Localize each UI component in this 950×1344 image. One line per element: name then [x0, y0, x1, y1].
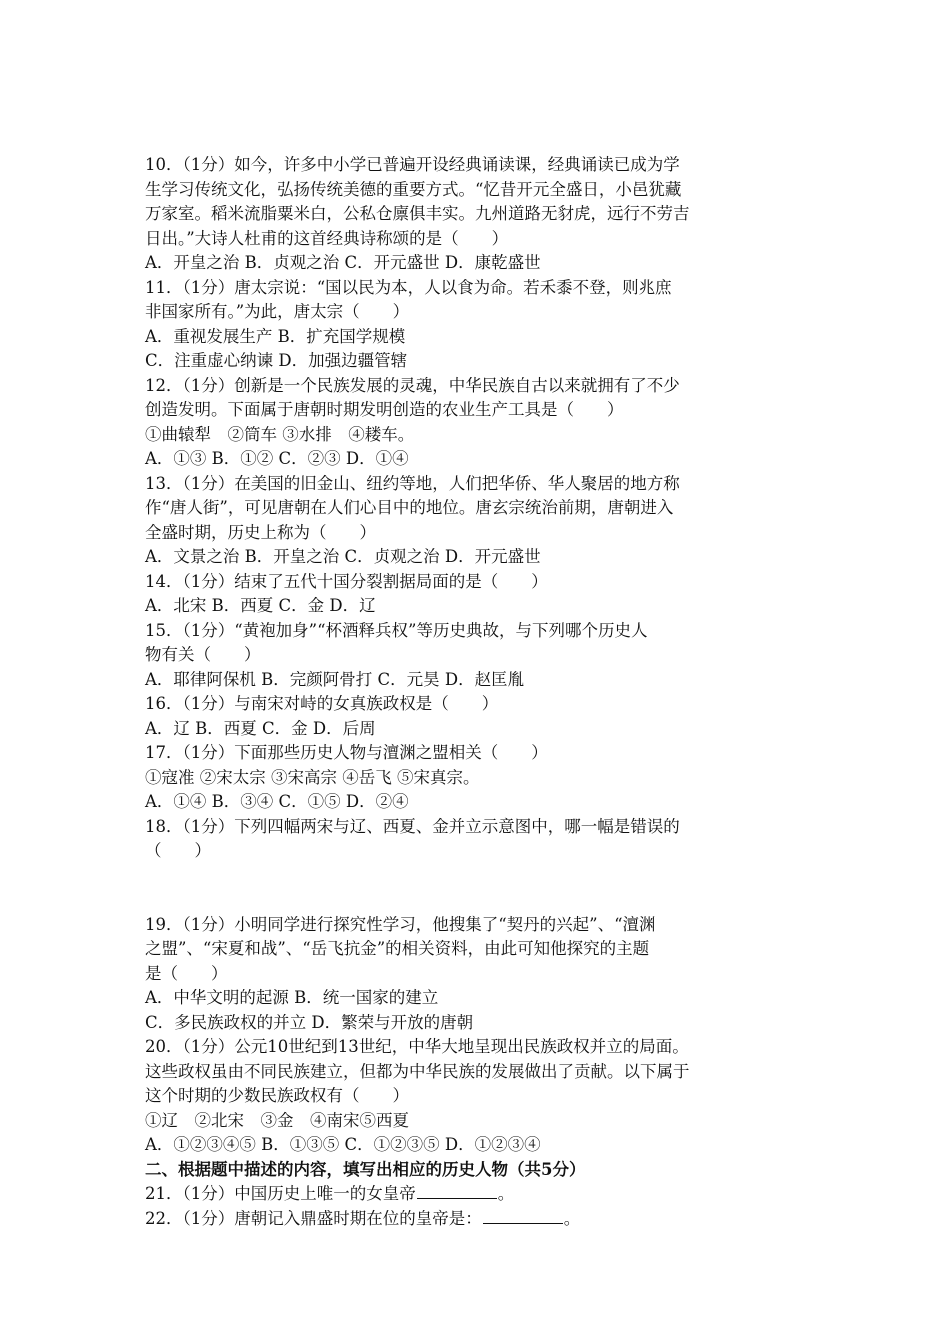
question-18 [145, 815, 820, 913]
question-16-options: A．辽 B．西夏 C．金 D．后周 [145, 718, 376, 738]
question-21-text: 21．（1分）中国历史上唯一的女皇帝 [145, 1184, 416, 1203]
question-17-items: ①寇准 ②宋太宗 ③宋高宗 ④岳飞 ⑤宋真宗。 [145, 767, 480, 787]
question-11-options-2: C．注重虚心纳谏 D．加强边疆管辖 [145, 351, 408, 370]
question-11-line-2: 非国家所有。”为此，唐太宗（ ） [145, 302, 410, 321]
question-14-line-1: 14．（1分）结束了五代十国分裂割据局面的是（ ） [145, 571, 548, 591]
question-22-answer-blank[interactable] [483, 1207, 563, 1224]
question-13-line-2: 作“唐人街”，可见唐朝在人们心目中的地位。唐玄宗统治前期，唐朝进入 [145, 498, 674, 517]
question-15-options: A．耶律阿保机 B．完颜阿骨打 C．元昊 D．赵匡胤 [145, 669, 525, 689]
question-18-line-2: （ ） [145, 841, 211, 860]
question-15-line-1: 15．（1分）“黄袍加身”“杯酒释兵权”等历史典故，与下列哪个历史人 [145, 620, 648, 640]
question-22-end: 。 [563, 1208, 581, 1228]
question-17-line-1: 17．（1分）下面那些历史人物与澶渊之盟相关（ ） [145, 743, 548, 762]
question-20-line-1: 20．（1分）公元10世纪到13世纪，中华大地呈现出民族政权并立的局面。 [145, 1037, 689, 1056]
question-18-figure-space [145, 864, 820, 913]
question-17-options: A．①④ B．③④ C．①⑤ D．②④ [145, 792, 409, 811]
question-10-line-4: 日出。”大诗人杜甫的这首经典诗称颂的是（ ） [145, 228, 509, 248]
question-16 [145, 692, 820, 741]
question-20 [145, 1035, 820, 1158]
question-19-line-1: 19．（1分）小明同学进行探究性学习，他搜集了“契丹的兴起”、“澶渊 [145, 914, 656, 934]
question-13 [145, 472, 820, 570]
question-15-line-2: 物有关（ ） [145, 645, 261, 664]
question-20-line-3: 这个时期的少数民族政权有（ ） [145, 1086, 409, 1105]
question-20-line-2: 这些政权虽由不同民族建立，但都为中华民族的发展做出了贡献。以下属于 [145, 1061, 690, 1081]
question-10-line-3: 万家室。稻米流脂粟米白，公私仓廪俱丰实。九州道路无豺虎，远行不劳吉 [145, 204, 690, 223]
question-20-items: ①辽 ②北宋 ③金 ④南宋⑤西夏 [145, 1110, 409, 1130]
question-10-line-1: 10．（1分）如今，许多中小学已普遍开设经典诵读课，经典诵读已成为学 [145, 155, 680, 174]
question-13-options: A．文景之治 B．开皇之治 C．贞观之治 D．开元盛世 [145, 547, 541, 566]
question-10-line-2: 生学习传统文化，弘扬传统美德的重要方式。“忆昔开元全盛日，小邑犹藏 [145, 179, 682, 199]
question-22 [145, 1207, 820, 1232]
question-13-line-1: 13．（1分）在美国的旧金山、纽约等地，人们把华侨、华人聚居的地方称 [145, 473, 680, 493]
question-14-options: A．北宋 B．西夏 C．金 D．辽 [145, 596, 376, 615]
question-19-options-2: C．多民族政权的并立 D．繁荣与开放的唐朝 [145, 1012, 474, 1032]
question-10-options: A．开皇之治 B．贞观之治 C．开元盛世 D．康乾盛世 [145, 253, 541, 272]
question-12-line-1: 12．（1分）创新是一个民族发展的灵魂，中华民族自古以来就拥有了不少 [145, 375, 680, 395]
question-11 [145, 276, 820, 374]
question-18-line-1: 18．（1分）下列四幅两宋与辽、西夏、金并立示意图中，哪一幅是错误的 [145, 816, 680, 836]
section-2-title: 二、根据题中描述的内容，填写出相应的历史人物（共5分） [145, 1159, 586, 1179]
question-12-line-2: 创造发明。下面属于唐朝时期发明创造的农业生产工具是（ ） [145, 400, 624, 419]
question-20-options: A．①②③④⑤ B．①③⑤ C．①②③⑤ D．①②③④ [145, 1135, 541, 1154]
question-19-line-3: 是（ ） [145, 963, 228, 983]
question-10 [145, 153, 820, 276]
question-12-options: A．①③ B．①② C．②③ D．①④ [145, 449, 409, 468]
question-22-text: 22．（1分）唐朝记入鼎盛时期在位的皇帝是： [145, 1208, 482, 1228]
question-list [145, 153, 820, 1231]
question-15 [145, 619, 820, 693]
question-11-options-1: A．重视发展生产 B．扩充国学规模 [145, 326, 406, 346]
question-12 [145, 374, 820, 472]
question-17 [145, 741, 820, 815]
question-19-options-1: A．中华文明的起源 B．统一国家的建立 [145, 988, 439, 1007]
question-21-answer-blank[interactable] [417, 1182, 497, 1199]
question-19-line-2: 之盟”、“宋夏和战”、“岳飞抗金”的相关资料，由此可知他探究的主题 [145, 939, 650, 958]
question-13-line-3: 全盛时期，历史上称为（ ） [145, 522, 376, 542]
question-16-line-1: 16．（1分）与南宋对峙的女真族政权是（ ） [145, 694, 499, 713]
question-12-items: ①曲辕犁 ②筒车 ③水排 ④耧车。 [145, 424, 415, 444]
question-19 [145, 913, 820, 1036]
question-21 [145, 1182, 820, 1207]
question-11-line-1: 11．（1分）唐太宗说：“国以民为本，人以食为命。若禾黍不登，则兆庶 [145, 277, 672, 297]
question-21-end: 。 [497, 1184, 515, 1203]
question-14 [145, 570, 820, 619]
